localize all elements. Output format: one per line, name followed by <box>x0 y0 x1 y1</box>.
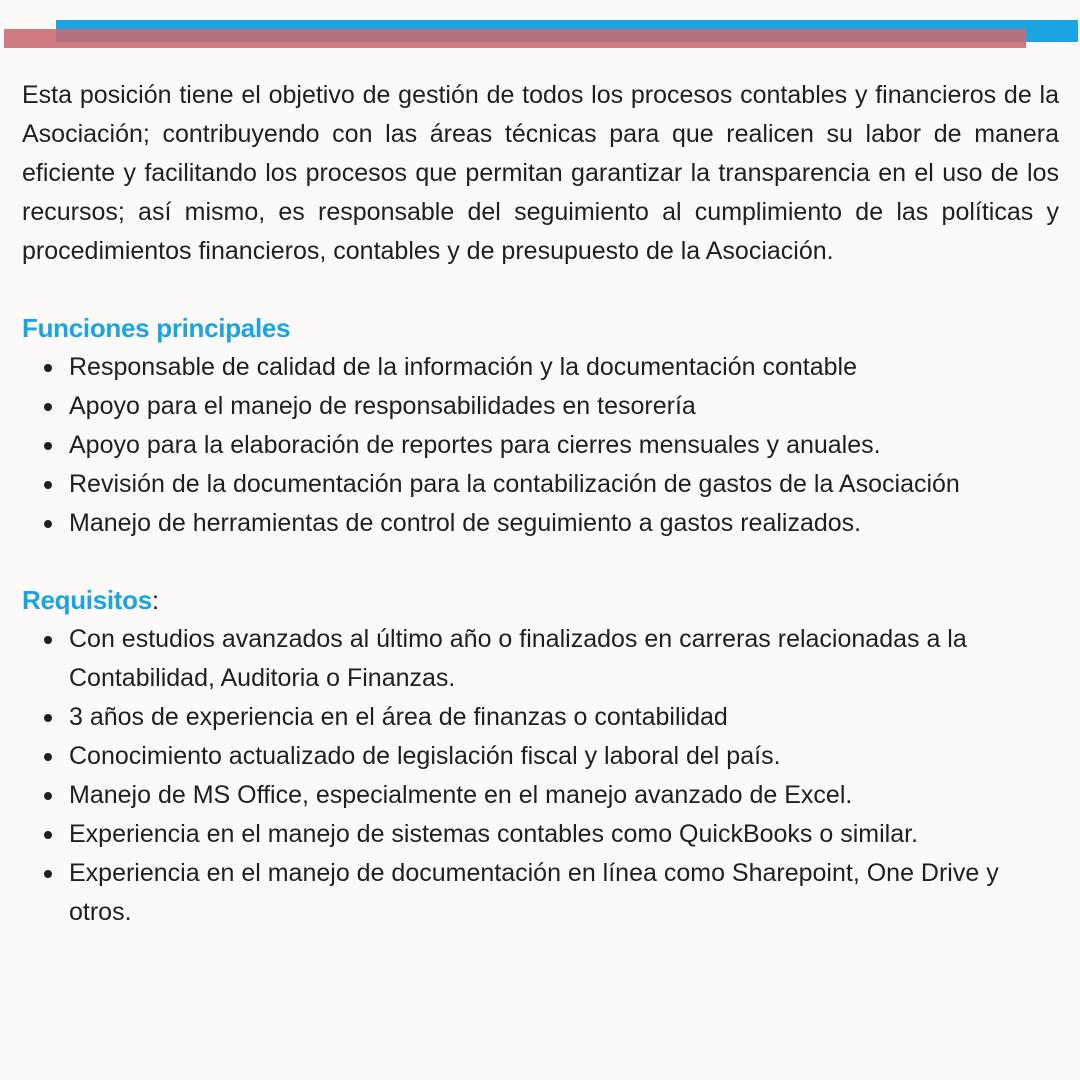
requisitos-heading <box>22 581 1059 620</box>
list-item-text: Experiencia en el manejo de sistemas contables como QuickBooks o similar. <box>69 820 919 848</box>
list-item <box>22 737 1059 776</box>
funciones-heading-text: Funciones principales <box>22 313 291 343</box>
bullet-icon <box>44 481 52 489</box>
requisitos-list <box>22 620 1059 932</box>
list-item <box>22 698 1059 737</box>
bullet-icon <box>44 792 52 800</box>
bullet-icon <box>44 753 52 761</box>
list-item <box>22 620 1059 698</box>
list-item <box>22 387 1059 426</box>
list-item-text: Revisión de la documentación para la contabilización de gastos de la Asociación <box>69 470 960 498</box>
list-item <box>22 348 1059 387</box>
list-item-text: Apoyo para el manejo de responsabilidades en tesorería <box>69 392 696 420</box>
bullet-icon <box>44 364 52 372</box>
list-item-text: Responsable de calidad de la información y la documentación contable <box>69 353 858 381</box>
bullet-icon <box>44 403 52 411</box>
list-item <box>22 426 1059 465</box>
list-item-text: Experiencia en el manejo de documentación en línea como Sharepoint, One Drive y otros. <box>69 859 999 926</box>
list-item <box>22 776 1059 815</box>
list-item <box>22 465 1059 504</box>
funciones-list <box>22 348 1059 543</box>
intro-paragraph: Esta posición tiene el objetivo de gestión de todos los procesos contables y financieros de la Asociación; contribuyendo con las áreas técnicas para que realicen su labor de manera eficiente y facilitando los procesos que permitan garantizar la transparencia en el uso de los recursos; así mismo, es responsable del seguimiento al cumplimiento de las políticas y procedimientos financieros, contables y de presupuesto de la Asociación. <box>22 81 1059 265</box>
list-item <box>22 815 1059 854</box>
bullet-icon <box>44 636 52 644</box>
bullet-icon <box>44 831 52 839</box>
bullet-icon <box>44 870 52 878</box>
funciones-heading <box>22 309 1059 348</box>
top-accent-bar-red <box>4 29 1026 48</box>
list-item-text: 3 años de experiencia en el área de finanzas o contabilidad <box>69 703 728 731</box>
list-item <box>22 504 1059 543</box>
list-item-text: Con estudios avanzados al último año o finalizados en carreras relacionadas a la Contabilidad, Auditoria o Finanzas. <box>69 625 967 692</box>
list-item-text: Conocimiento actualizado de legislación fiscal y laboral del país. <box>69 742 781 770</box>
list-item-text: Manejo de MS Office, especialmente en el manejo avanzado de Excel. <box>69 781 853 809</box>
bullet-icon <box>44 520 52 528</box>
list-item <box>22 854 1059 932</box>
requisitos-heading-colon: : <box>151 585 159 615</box>
bullet-icon <box>44 442 52 450</box>
list-item-text: Manejo de herramientas de control de seguimiento a gastos realizados. <box>69 509 862 537</box>
bullet-icon <box>44 714 52 722</box>
list-item-text: Apoyo para la elaboración de reportes para cierres mensuales y anuales. <box>69 431 881 459</box>
requisitos-heading-text: Requisitos <box>22 585 152 615</box>
job-description <box>22 76 1059 932</box>
